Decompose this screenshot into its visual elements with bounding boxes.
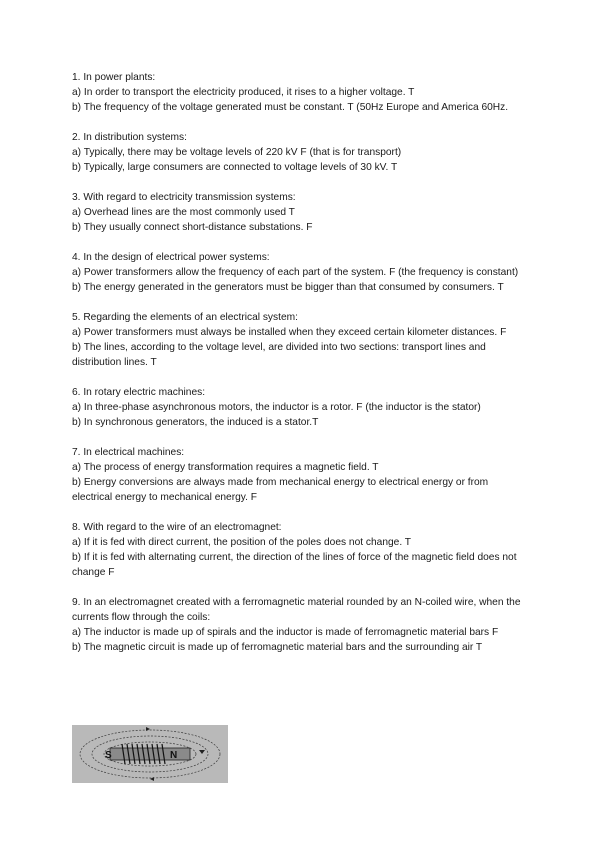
answer-b: b) In synchronous generators, the induced is a stator.T: [72, 417, 319, 428]
document-body: [72, 70, 528, 670]
answer-b: b) If it is fed with alternating current, the direction of the lines of force of the magnetic field does not change F: [72, 552, 517, 578]
answer-a: a) Power transformers allow the frequency of each part of the system. F (the frequency is constant): [72, 267, 519, 278]
answer-a: a) Typically, there may be voltage levels of 220 kV F (that is for transport): [72, 147, 402, 158]
question-5: [72, 310, 528, 370]
pole-south-label: S: [105, 750, 112, 761]
answer-a: a) Overhead lines are the most commonly used T: [72, 207, 295, 218]
question-6: [72, 385, 528, 430]
question-3: [72, 190, 528, 235]
ferromagnetic-core: [110, 748, 190, 760]
answer-a: a) In order to transport the electricity produced, it rises to a higher voltage. T: [72, 87, 415, 98]
arrow-icon: [150, 777, 154, 781]
answer-a: a) Power transformers must always be installed when they exceed certain kilometer distances. F: [72, 327, 507, 338]
electromagnet-diagram: [72, 725, 228, 783]
question-1: [72, 70, 528, 115]
answer-a: a) In three-phase asynchronous motors, the inductor is a rotor. F (the inductor is the stator): [72, 402, 481, 413]
answer-b: b) The frequency of the voltage generated must be constant. T (50Hz Europe and America 60Hz.: [72, 102, 509, 113]
answer-b: b) The magnetic circuit is made up of ferromagnetic material bars and the surrounding air T: [72, 642, 483, 653]
question-title: 7. In electrical machines:: [72, 447, 185, 458]
answer-a: a) If it is fed with direct current, the position of the poles does not change. T: [72, 537, 412, 548]
answer-b: b) The lines, according to the voltage level, are divided into two sections: transport lines and distribution lines. T: [72, 342, 486, 368]
question-title: 6. In rotary electric machines:: [72, 387, 206, 398]
electromagnet-figure: [72, 725, 228, 783]
question-title: 2. In distribution systems:: [72, 132, 187, 143]
answer-b: b) Typically, large consumers are connected to voltage levels of 30 kV. T: [72, 162, 398, 173]
question-title: 8. With regard to the wire of an electromagnet:: [72, 522, 282, 533]
question-7: [72, 445, 528, 505]
question-title: 3. With regard to electricity transmission systems:: [72, 192, 296, 203]
question-8: [72, 520, 528, 580]
answer-b: b) They usually connect short-distance substations. F: [72, 222, 313, 233]
question-2: [72, 130, 528, 175]
answer-a: a) The inductor is made up of spirals and the inductor is made of ferromagnetic material bars F: [72, 627, 499, 638]
arrow-icon: [146, 727, 150, 731]
coil-windings: [122, 744, 165, 764]
question-title: 1. In power plants:: [72, 72, 156, 83]
answer-b: b) The energy generated in the generators must be bigger than that consumed by consumers. T: [72, 282, 504, 293]
question-4: [72, 250, 528, 295]
arrow-icon: [199, 750, 205, 754]
answer-a: a) The process of energy transformation requires a magnetic field. T: [72, 462, 379, 473]
answer-b: b) Energy conversions are always made from mechanical energy to electrical energy or from electrical energy to mechanical energy. F: [72, 477, 489, 503]
question-title: 9. In an electromagnet created with a ferromagnetic material rounded by an N-coiled wire, when the currents flow through the coils:: [72, 597, 521, 623]
question-title: 5. Regarding the elements of an electrical system:: [72, 312, 298, 323]
pole-north-label: N: [170, 750, 178, 761]
question-title: 4. In the design of electrical power systems:: [72, 252, 270, 263]
question-9: [72, 595, 528, 655]
